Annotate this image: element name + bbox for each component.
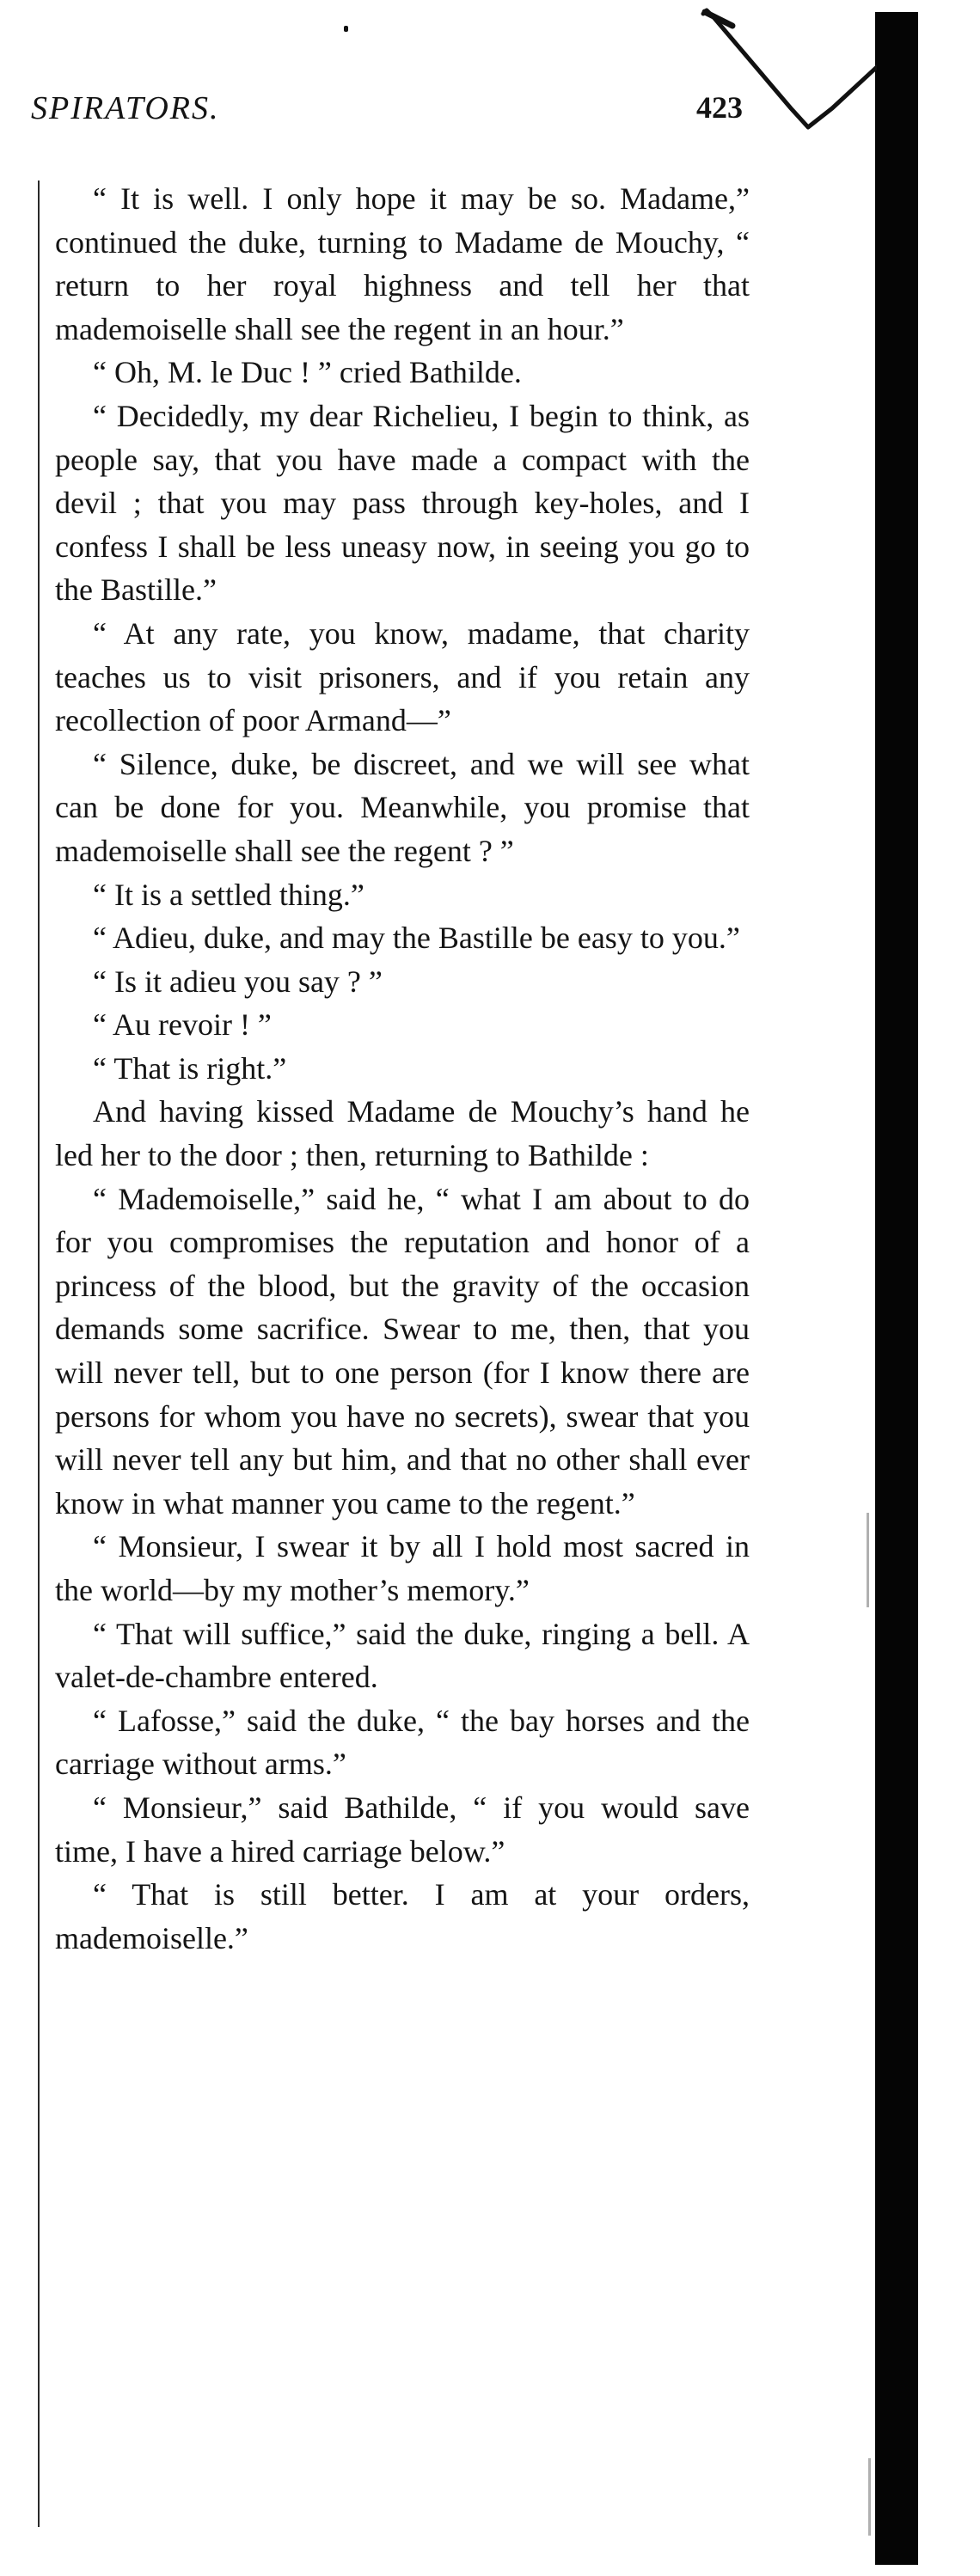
paragraph: “ Au revoir ! ” <box>93 1007 272 1043</box>
paragraph: “ Adieu, duke, and may the Bastille be easy to you.” <box>93 921 740 956</box>
paragraph: “ Oh, M. le Duc ! ” cried Bathilde. <box>93 355 522 390</box>
paragraph: “ It is well. I only hope it may be so. Madame,” continued the duke, turning to Madame de Mouchy, “ return to her royal highness and tell her that mademoiselle shall see the regent in an hour.” <box>55 181 750 346</box>
paragraph: “ Lafosse,” said the duke, “ the bay horses and the carriage without arms.” <box>55 1703 750 1782</box>
body-text <box>55 177 750 1960</box>
paragraph: “ That is still better. I am at your orders, mademoiselle.” <box>55 1877 750 1955</box>
paragraph: “ That is right.” <box>93 1050 287 1086</box>
paragraph: “ It is a settled thing.” <box>93 877 364 912</box>
page-number: 423 <box>696 90 743 125</box>
edge-tick-mark <box>868 2458 871 2536</box>
column-rule <box>38 181 40 2527</box>
paragraph: “ Mademoiselle,” said he, “ what I am about to do for you compromises the reputation and honor of a princess of the blood, but the gravity of the occasion demands some sacrifice. Swear to me, then, that you will never tell, but to one person (for I know there are persons for whom you have no secrets), swear that you will never tell any but him, and that no other shall ever know in what manner you came to the regent.” <box>55 1181 750 1521</box>
paragraph: “ Decidedly, my dear Richelieu, I begin to think, as people say, that you have made a compact with the devil ; that you may pass through key-holes, and I confess I shall be less uneasy now, in seeing you go to the Bastille.” <box>55 398 750 608</box>
paragraph: “ Is it adieu you say ? ” <box>93 964 383 999</box>
paragraph: “ Monsieur,” said Bathilde, “ if you would save time, I have a hired carriage below.” <box>55 1790 750 1869</box>
page-edge-shadow <box>875 12 918 2565</box>
paragraph: “ Monsieur, I swear it by all I hold most sacred in the world—by my mother’s memory.” <box>55 1529 750 1607</box>
paragraph: And having kissed Madame de Mouchy’s hand he led her to the door ; then, returning to Bathilde : <box>55 1094 750 1173</box>
edge-tick-mark <box>867 1513 869 1607</box>
running-head: SPIRATORS. <box>31 90 220 126</box>
paragraph: “ Silence, duke, be discreet, and we will see what can be done for you. Meanwhile, you promise that mademoiselle shall see the regent ? ” <box>55 746 750 868</box>
paragraph: “ At any rate, you know, madame, that charity teaches us to visit prisoners, and if you retain any recollection of poor Armand—” <box>55 615 750 738</box>
ink-speck <box>344 26 348 32</box>
paragraph: “ That will suffice,” said the duke, ringing a bell. A valet-de-chambre entered. <box>55 1616 750 1695</box>
